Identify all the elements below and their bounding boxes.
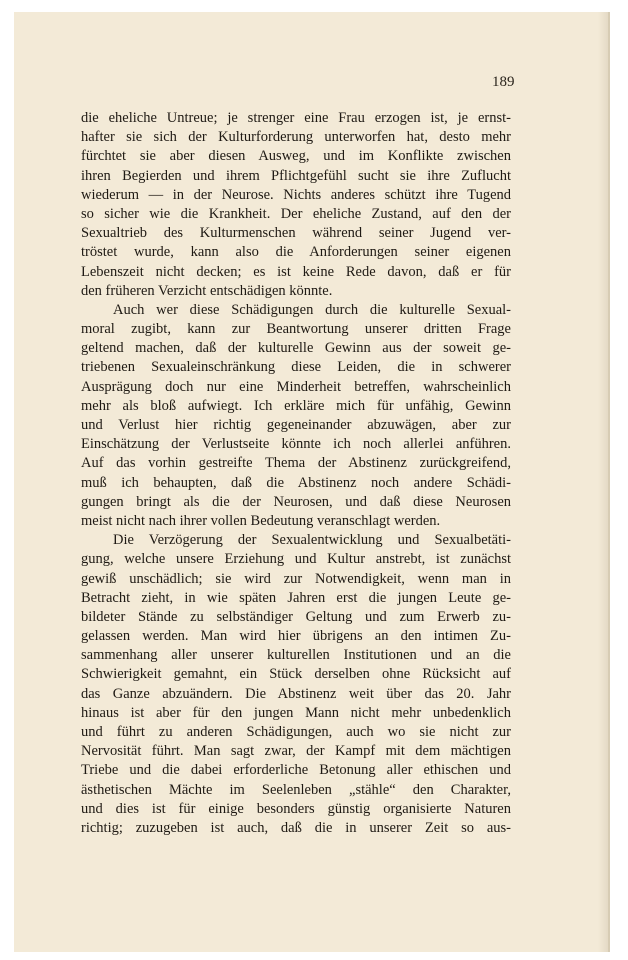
text-line: Sexualtrieb des Kulturmenschen während seiner Jugend ver- bbox=[81, 225, 511, 242]
text-line: ästhetischen Mächte im Seelenleben „stähle“ den Charakter, bbox=[81, 781, 511, 798]
text-line: Ausprägung doch nur eine Minderheit betreffen, wahrscheinlich bbox=[81, 378, 511, 395]
text-line: gelassen werden. Man wird hier übrigens an den intimen Zu- bbox=[81, 628, 511, 645]
text-line: triebenen Sexualeinschränkung diese Leiden, die in schwerer bbox=[81, 359, 511, 376]
text-line: Nervosität führt. Man sagt zwar, der Kampf mit dem mächtigen bbox=[81, 743, 511, 760]
text-line: gungen bringt als die der Neurosen, und daß diese Neurosen bbox=[81, 493, 511, 510]
text-line: hinaus ist aber für den jungen Mann nicht mehr unbedenklich bbox=[81, 704, 511, 721]
text-line: hafter sie sich der Kulturforderung unterworfen hat, desto mehr bbox=[81, 129, 511, 146]
text-line: gewiß unschädlich; sie wird zur Notwendigkeit, wenn man in bbox=[81, 570, 511, 587]
text-line: den früheren Verzicht entschädigen könnte. bbox=[81, 282, 333, 299]
text-line: moral zugibt, kann zur Beantwortung unserer dritten Frage bbox=[81, 321, 511, 338]
text-line: ihren Begierden und ihrem Pflichtgefühl sucht sie ihre Zuflucht bbox=[81, 167, 511, 184]
text-line: Triebe und die dabei erforderliche Betonung aller ethischen und bbox=[81, 762, 511, 779]
text-line: bildeter Stände zu selbständiger Geltung und zum Erwerb zu- bbox=[81, 608, 511, 625]
text-line: meist nicht nach ihrer vollen Bedeutung veranschlagt werden. bbox=[81, 512, 441, 529]
text-line: sammenhang aller unserer kulturellen Institutionen und an die bbox=[81, 647, 511, 664]
text-line: so sicher wie die Krankheit. Der eheliche Zustand, auf den der bbox=[81, 205, 511, 222]
text-line: wiederum — in der Neurose. Nichts anderes schützt ihre Tugend bbox=[81, 186, 511, 203]
text-line: Schwierigkeit gemahnt, ein Stück derselben ohne Rücksicht auf bbox=[81, 666, 511, 683]
text-line: Auch wer diese Schädigungen durch die kulturelle Sexual- bbox=[113, 301, 511, 318]
text-line: fürchtet sie aber diesen Ausweg, und im Konflikte zwischen bbox=[81, 148, 511, 165]
text-line: Die Verzögerung der Sexualentwicklung und Sexualbetäti- bbox=[113, 532, 511, 549]
text-line: Betracht zieht, in wie späten Jahren erst die jungen Leute ge- bbox=[81, 589, 511, 606]
body-text bbox=[81, 109, 511, 838]
text-line: richtig; zuzugeben ist auch, daß die in unserer Zeit so aus- bbox=[81, 819, 511, 836]
text-line: das Ganze abzuändern. Die Abstinenz weit über das 20. Jahr bbox=[81, 685, 511, 702]
text-line: die eheliche Untreue; je strenger eine Frau erzogen ist, je ernst- bbox=[81, 110, 511, 126]
text-line: mehr als bloß aufwiegt. Ich erkläre mich für unfähig, Gewinn bbox=[81, 397, 511, 414]
text-line: Einschätzung der Verlustseite könnte ich noch allerlei anführen. bbox=[81, 436, 511, 453]
text-line: Auf das vorhin gestreifte Thema der Abstinenz zurückgreifend, bbox=[81, 455, 511, 472]
text-line: geltend machen, daß der kulturelle Gewinn aus der soweit ge- bbox=[81, 340, 511, 357]
book-page bbox=[14, 12, 610, 952]
text-line: Lebenszeit nicht decken; es ist keine Rede davon, daß er für bbox=[81, 263, 511, 280]
text-line: und dies ist für einige besonders günstig organisierte Naturen bbox=[81, 800, 511, 817]
page-number: 189 bbox=[492, 74, 515, 90]
text-line: tröstet wurde, kann also die Anforderungen seiner eigenen bbox=[81, 244, 511, 261]
text-line: muß ich behaupten, daß die Abstinenz noch andere Schädi- bbox=[81, 474, 511, 491]
text-line: gung, welche unsere Erziehung und Kultur anstrebt, ist zunächst bbox=[81, 551, 511, 568]
text-line: und Verlust hier richtig gegeneinander abzuwägen, aber zur bbox=[81, 417, 511, 433]
text-line: und führt zu anderen Schädigungen, auch wo sie nicht zur bbox=[81, 724, 511, 740]
page-edge-shadow bbox=[598, 12, 608, 952]
